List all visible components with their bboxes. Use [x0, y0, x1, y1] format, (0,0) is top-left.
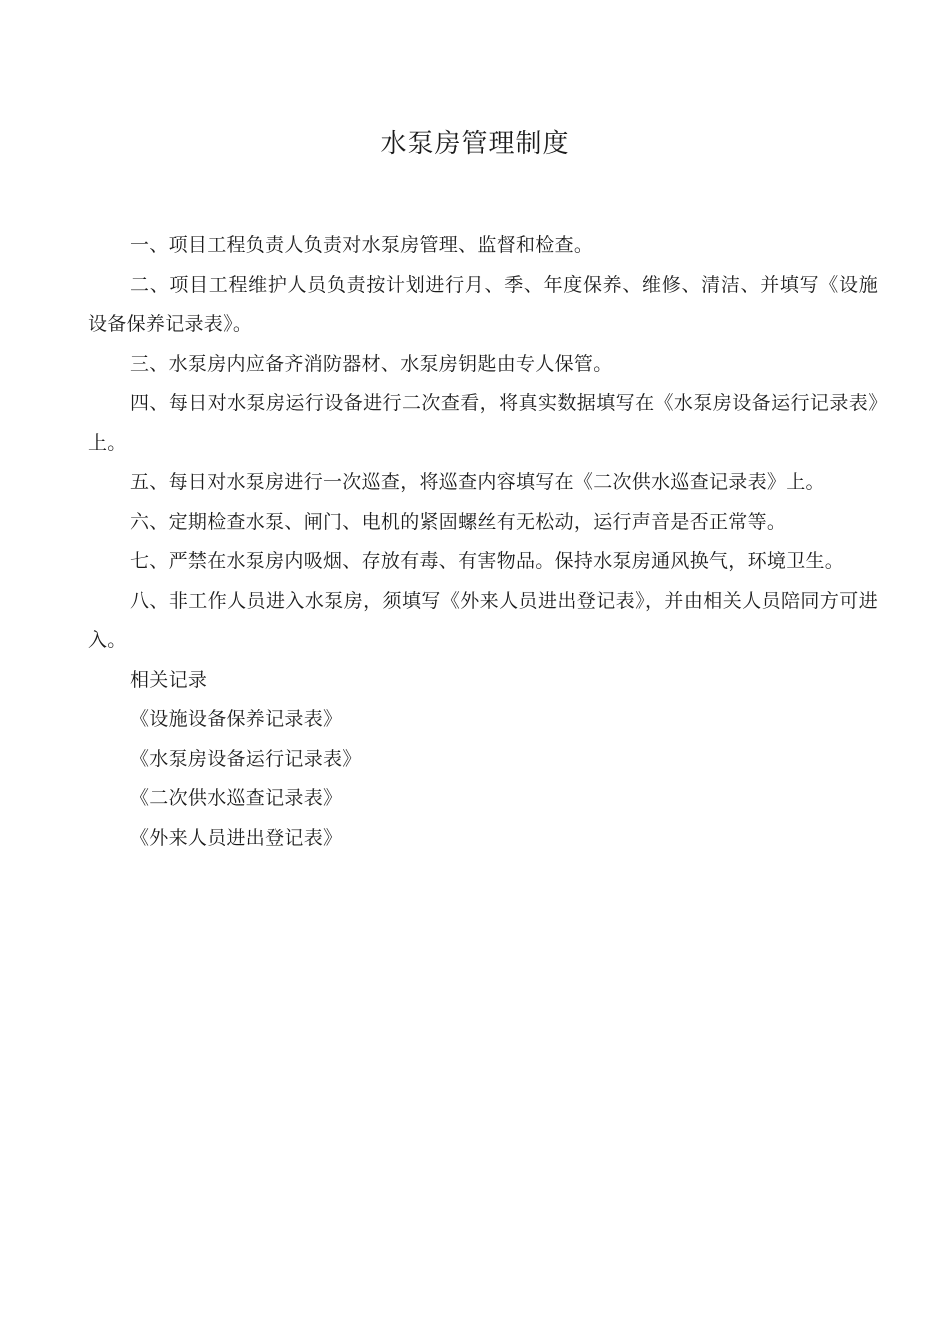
record-item: 《外来人员进出登记表》: [130, 826, 343, 849]
clause-3: 三、水泵房内应备齐消防器材、水泵房钥匙由专人保管。: [130, 352, 613, 375]
clause-8: 八、非工作人员进入水泵房，须填写《外来人员进出登记表》，并由相关人员陪同方可进入。: [88, 589, 878, 651]
record-item: 《水泵房设备运行记录表》: [130, 747, 362, 770]
clause-6: 六、定期检查水泵、闸门、电机的紧固螺丝有无松动，运行声音是否正常等。: [130, 510, 787, 533]
clause-4: 四、每日对水泵房运行设备进行二次查看，将真实数据填写在《水泵房设备运行记录表》上。: [88, 392, 878, 454]
clause-7: 七、严禁在水泵房内吸烟、存放有毒、有害物品。保持水泵房通风换气，环境卫生。: [130, 550, 845, 572]
records-heading: 相关记录: [130, 668, 208, 691]
document-body: [88, 226, 878, 858]
clause-1: 一、项目工程负责人负责对水泵房管理、监督和检查。: [130, 234, 594, 256]
record-item: 《二次供水巡查记录表》: [130, 787, 343, 809]
record-item: 《设施设备保养记录表》: [130, 708, 343, 730]
document-title: 水泵房管理制度: [380, 129, 570, 159]
clause-2: 二、项目工程维护人员负责按计划进行月、季、年度保养、维修、清洁、并填写《设施设备保养记录表》。: [88, 273, 878, 335]
records-list: [88, 700, 878, 858]
clause-5: 五、每日对水泵房进行一次巡查，将巡查内容填写在《二次供水巡查记录表》上。: [130, 471, 825, 493]
